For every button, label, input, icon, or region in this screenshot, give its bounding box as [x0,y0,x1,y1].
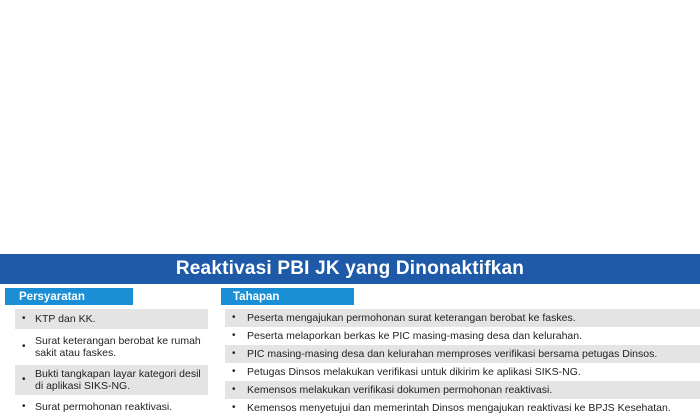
persyaratan-item [15,309,208,329]
bullet-icon: • [232,384,236,395]
tahapan-item [225,363,700,381]
tahapan-item-text: Kemensos menyetujui dan memerintah Dinsos mengajukan reaktivasi ke BPJS Kesehatan. [247,402,671,414]
bullet-icon: • [232,312,236,323]
tahapan-item [225,399,700,416]
tahapan-header: Tahapan [221,288,354,305]
bullet-icon: • [22,401,26,412]
tahapan-item-text: Peserta melaporkan berkas ke PIC masing-masing desa dan kelurahan. [247,330,583,342]
tahapan-item [225,381,700,399]
tahapan-item-text: Peserta mengajukan permohonan surat keterangan berobat ke faskes. [247,312,576,324]
persyaratan-item-text: KTP dan KK. [35,313,96,325]
infographic-body [0,284,700,416]
title-banner [0,254,700,284]
tahapan-item-text: PIC masing-masing desa dan kelurahan memproses verifikasi bersama petugas Dinsos. [247,348,658,360]
tahapan-item [225,345,700,363]
bullet-icon: • [22,341,26,352]
persyaratan-item [15,331,208,363]
persyaratan-item [15,365,208,395]
persyaratan-list [15,309,208,416]
persyaratan-item [15,397,208,416]
persyaratan-header: Persyaratan [5,288,133,305]
page-title: Reaktivasi PBI JK yang Dinonaktifkan [175,258,525,279]
bullet-icon: • [232,402,236,413]
tahapan-item-text: Kemensos melakukan verifikasi dokumen permohonan reaktivasi. [247,384,553,396]
bullet-icon: • [232,366,236,377]
tahapan-list [225,309,700,416]
bullet-icon: • [22,374,26,385]
tahapan-item-text: Petugas Dinsos melakukan verifikasi untuk dikirim ke aplikasi SIKS-NG. [247,366,581,378]
bullet-icon: • [232,330,236,341]
tahapan-item [225,309,700,327]
persyaratan-item-text: Surat permohonan reaktivasi. [35,401,173,413]
bullet-icon: • [232,348,236,359]
persyaratan-item-text: Bukti tangkapan layar kategori desil di aplikasi SIKS-NG. [35,368,201,392]
persyaratan-item-text: Surat keterangan berobat ke rumah sakit atau faskes. [35,335,201,359]
tahapan-item [225,327,700,345]
bullet-icon: • [22,313,26,324]
